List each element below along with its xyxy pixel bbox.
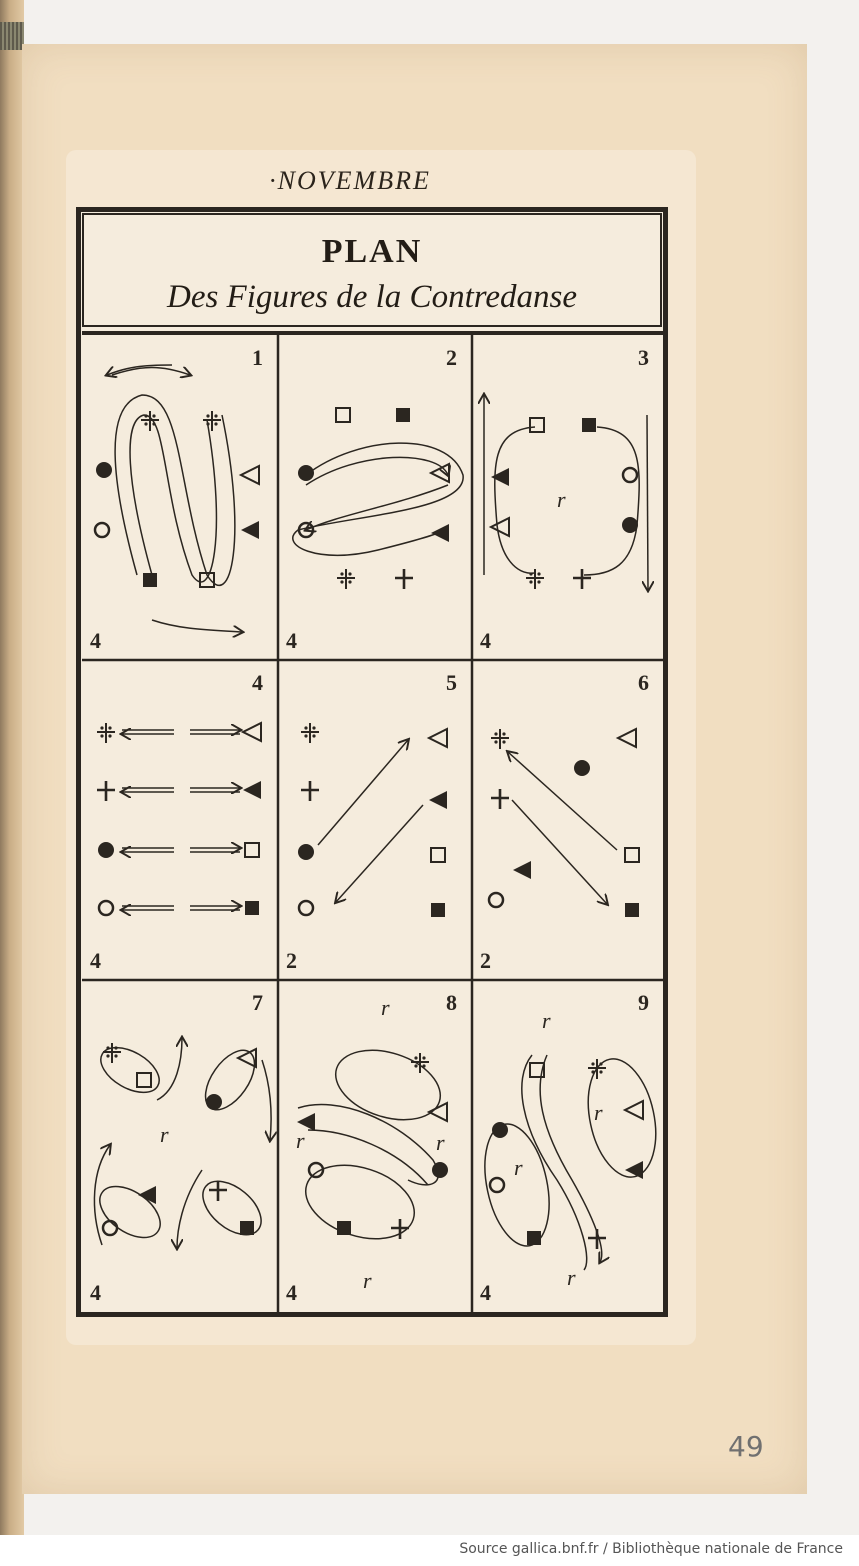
dancer-cross [491,789,509,809]
figure-cell-4 [90,670,263,973]
dancer-open-circle [623,468,637,482]
figure-count: 4 [90,628,101,653]
dancer-cross [209,1181,227,1201]
figure-number: 3 [638,345,649,370]
dancer-filled-circle [98,842,114,858]
figure-mark-r: r [436,1130,445,1155]
dancer-open-square [431,848,445,862]
path-loop [296,1152,424,1251]
figure-count: 4 [90,948,101,973]
figure-mark-r: r [542,1008,551,1033]
dancer-filled-circle [432,1162,448,1178]
figure-mark-r: r [296,1128,305,1153]
dancer-dotted-cross [203,411,221,431]
figure-count: 2 [480,948,491,973]
dancer-filled-square [240,1221,254,1235]
path-line [130,415,216,582]
dancer-open-triangle [243,723,261,741]
dancer-filled-square [431,903,445,917]
figure-mark-r: r [567,1265,576,1290]
figure-count: 4 [286,1280,297,1305]
month-heading: ·NOVEMBRE [269,166,431,195]
dancer-dotted-cross [526,569,544,589]
figure-number: 4 [252,670,263,695]
path-line [647,415,648,590]
path-line [336,805,423,902]
dancer-filled-square [625,903,639,917]
dancer-filled-circle [96,462,112,478]
dancer-dotted-cross [301,723,319,743]
dancer-cross [395,569,413,589]
figure-cell-8 [286,990,457,1305]
dancer-filled-triangle [431,524,449,542]
figure-number: 5 [446,670,457,695]
figure-number: 7 [252,990,263,1015]
dancer-open-triangle [491,518,509,536]
dancer-filled-circle [298,844,314,860]
path-loop [196,1042,264,1118]
figure-number: 1 [252,345,263,370]
dancer-filled-triangle [429,791,447,809]
path-loop [91,1176,170,1248]
figure-cell-7 [90,990,271,1305]
figure-count: 4 [480,628,491,653]
dancer-filled-circle [622,517,638,533]
figure-mark-r: r [160,1122,169,1147]
dancer-filled-square [582,418,596,432]
figure-number: 6 [638,670,649,695]
figure-cell-1 [90,345,263,653]
dancer-filled-triangle [243,781,261,799]
figure-count: 4 [90,1280,101,1305]
path-loop [327,1038,449,1132]
dancer-filled-triangle [241,521,259,539]
dancer-open-triangle [618,729,636,747]
figure-cell-2 [286,345,463,653]
dancer-open-circle [103,1221,117,1235]
path-loop [93,1038,166,1101]
plate-title: PLAN [321,233,423,270]
source-credit: Source gallica.bnf.fr / Bibliothèque nationale de France [459,1541,843,1557]
dancer-filled-triangle [513,861,531,879]
dancer-cross [301,781,319,801]
dancer-open-triangle [625,1101,643,1119]
dancer-filled-square [143,573,157,587]
dancer-dotted-cross [97,723,115,743]
dancer-open-triangle [429,729,447,747]
figure-cell-5 [286,670,457,973]
dancer-open-circle [489,893,503,907]
path-line [508,752,617,850]
path-line [177,1170,202,1248]
path-line [262,1060,271,1140]
dancer-dotted-cross [103,1043,121,1063]
dancer-filled-circle [574,760,590,776]
figure-mark-r: r [381,995,390,1020]
path-line [495,427,535,573]
figure-count: 4 [480,1280,491,1305]
path-line [152,620,242,632]
dancer-filled-circle [298,465,314,481]
dancer-open-square [625,848,639,862]
path-line [540,1055,602,1262]
dancer-filled-square [245,901,259,915]
dancer-open-circle [99,901,113,915]
dancer-open-triangle [241,466,259,484]
dancer-dotted-cross [491,729,509,749]
dancer-filled-triangle [491,468,509,486]
figure-count: 4 [286,628,297,653]
dancer-filled-square [527,1231,541,1245]
figure-mark-r: r [594,1100,603,1125]
handwritten-page-number: 49 [728,1430,764,1463]
dancer-filled-circle [206,1094,222,1110]
figure-number: 2 [446,345,457,370]
dancer-open-circle [95,523,109,537]
figure-cell-3 [480,345,649,653]
path-loop [578,1053,666,1184]
figure-mark-r: r [557,487,566,512]
path-line [157,1038,182,1100]
dancer-dotted-cross [337,569,355,589]
path-line [112,368,190,376]
figure-mark-r: r [363,1268,372,1293]
figure-cell-6 [480,670,649,973]
path-line [318,740,408,845]
plate-subtitle: Des Figures de la Contredanse [166,279,577,315]
figure-number: 8 [446,990,457,1015]
dancer-filled-square [396,408,410,422]
figure-cell-9 [475,990,666,1305]
dancer-open-square [336,408,350,422]
figure-count: 2 [286,948,297,973]
path-line [293,443,463,555]
dancer-open-square [530,418,544,432]
path-loop [193,1171,271,1245]
path-loop [475,1118,559,1252]
dancer-cross [97,781,115,801]
dancer-open-square [137,1073,151,1087]
dancer-open-circle [299,901,313,915]
figure-mark-r: r [514,1155,523,1180]
path-line [512,800,607,904]
path-line [584,427,639,575]
dancer-cross [573,569,591,589]
dancer-open-square [245,843,259,857]
figure-number: 9 [638,990,649,1015]
dancer-open-circle [490,1178,504,1192]
